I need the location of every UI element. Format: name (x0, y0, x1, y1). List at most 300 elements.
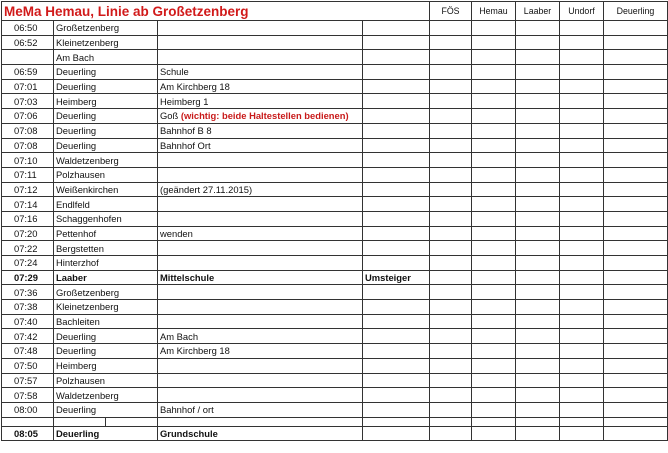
stop-cell (158, 270, 363, 285)
cell-undorf (560, 373, 604, 388)
table-row (2, 65, 668, 80)
extra-cell (363, 65, 430, 80)
time-cell: 07:58 (2, 388, 54, 403)
table-row (2, 197, 668, 212)
cell-deuerling (604, 344, 668, 359)
place-cell: Deuerling (54, 344, 158, 359)
cell-undorf (560, 358, 604, 373)
extra-cell (363, 79, 430, 94)
cell-hemau (472, 123, 516, 138)
stop-cell (158, 426, 363, 441)
time-cell: 07:29 (2, 270, 54, 285)
time-cell: 07:20 (2, 226, 54, 241)
cell-deuerling (604, 256, 668, 271)
table-row (2, 79, 668, 94)
time-cell: 07:11 (2, 167, 54, 182)
cell-foes (430, 79, 472, 94)
stop-label: Schule (160, 66, 189, 78)
timetable (1, 1, 668, 441)
table-row (2, 358, 668, 373)
stop-cell (158, 109, 363, 124)
extra-cell (363, 35, 430, 50)
cell-foes (430, 21, 472, 36)
extra-cell (363, 314, 430, 329)
cell-hemau (472, 21, 516, 36)
stop-label: Bahnhof / ort (160, 404, 214, 416)
time-cell: 07:14 (2, 197, 54, 212)
table-row (2, 50, 668, 65)
place-cell: Deuerling (54, 426, 158, 441)
extra-cell (363, 153, 430, 168)
cell-hemau (472, 94, 516, 109)
place-cell: Weißenkirchen (54, 182, 158, 197)
cell-hemau (472, 373, 516, 388)
place-cell: Deuerling (54, 329, 158, 344)
table-row (2, 182, 668, 197)
place-cell: Laaber (54, 270, 158, 285)
cell-deuerling (604, 388, 668, 403)
time-cell: 07:06 (2, 109, 54, 124)
cell-hemau (472, 197, 516, 212)
empty-cell (363, 417, 430, 426)
cell-hemau (472, 153, 516, 168)
cell-hemau (472, 138, 516, 153)
cell-deuerling (604, 314, 668, 329)
stop-label: Am Bach (160, 330, 199, 342)
stop-cell (158, 79, 363, 94)
cell-undorf (560, 241, 604, 256)
column-header-laaber: Laaber (516, 2, 560, 21)
stop-cell (158, 182, 363, 197)
time-cell: 07:12 (2, 182, 54, 197)
cell-foes (430, 241, 472, 256)
cell-foes (430, 167, 472, 182)
cell-hemau (472, 426, 516, 441)
cell-hemau (472, 358, 516, 373)
time-cell: 07:40 (2, 314, 54, 329)
extra-cell (363, 21, 430, 36)
cell-undorf (560, 167, 604, 182)
cell-laaber (516, 50, 560, 65)
stop-label: (geändert 27.11.2015) (160, 183, 253, 195)
empty-cell (54, 417, 106, 426)
cell-foes (430, 138, 472, 153)
cell-undorf (560, 426, 604, 441)
time-cell: 07:48 (2, 344, 54, 359)
cell-foes (430, 344, 472, 359)
table-row (2, 300, 668, 315)
sheet-title: MeMa Hemau, Linie ab Großetzenberg (2, 2, 430, 21)
cell-foes (430, 35, 472, 50)
cell-laaber (516, 402, 560, 417)
table-row (2, 211, 668, 226)
time-cell: 07:01 (2, 79, 54, 94)
cell-hemau (472, 182, 516, 197)
cell-deuerling (604, 138, 668, 153)
cell-laaber (516, 270, 560, 285)
cell-hemau (472, 211, 516, 226)
cell-foes (430, 358, 472, 373)
stop-label: Grundschule (160, 427, 218, 439)
cell-hemau (472, 285, 516, 300)
table-row (2, 94, 668, 109)
cell-foes (430, 285, 472, 300)
cell-laaber (516, 123, 560, 138)
extra-cell (363, 300, 430, 315)
stop-label: Goß (160, 110, 179, 122)
time-cell: 06:59 (2, 65, 54, 80)
stop-label: Am Kirchberg 18 (160, 81, 230, 93)
cell-laaber (516, 153, 560, 168)
cell-deuerling (604, 358, 668, 373)
cell-deuerling (604, 94, 668, 109)
table-row (2, 426, 668, 441)
cell-deuerling (604, 226, 668, 241)
table-row (2, 123, 668, 138)
time-cell: 08:05 (2, 426, 54, 441)
cell-undorf (560, 138, 604, 153)
extra-cell: Umsteiger (363, 270, 430, 285)
time-cell (2, 50, 54, 65)
stop-cell (158, 226, 363, 241)
cell-hemau (472, 314, 516, 329)
place-cell: Am Bach (54, 50, 158, 65)
stop-cell (158, 256, 363, 271)
cell-foes (430, 270, 472, 285)
cell-hemau (472, 167, 516, 182)
stop-label: wenden (160, 227, 193, 239)
cell-deuerling (604, 35, 668, 50)
extra-cell (363, 426, 430, 441)
header-row (2, 2, 668, 21)
cell-laaber (516, 388, 560, 403)
cell-laaber (516, 373, 560, 388)
cell-deuerling (604, 285, 668, 300)
cell-foes (430, 211, 472, 226)
cell-laaber (516, 426, 560, 441)
cell-undorf (560, 197, 604, 212)
extra-cell (363, 329, 430, 344)
cell-hemau (472, 109, 516, 124)
cell-hemau (472, 388, 516, 403)
cell-foes (430, 300, 472, 315)
stop-label: Bahnhof B 8 (160, 125, 212, 137)
cell-deuerling (604, 300, 668, 315)
cell-deuerling (604, 329, 668, 344)
empty-cell (604, 417, 668, 426)
cell-hemau (472, 79, 516, 94)
extra-cell (363, 388, 430, 403)
cell-hemau (472, 270, 516, 285)
cell-hemau (472, 402, 516, 417)
place-cell: Waldetzenberg (54, 153, 158, 168)
stop-cell (158, 373, 363, 388)
table-row (2, 226, 668, 241)
stop-cell (158, 197, 363, 212)
extra-cell (363, 182, 430, 197)
place-cell: Deuerling (54, 138, 158, 153)
extra-cell (363, 344, 430, 359)
cell-undorf (560, 65, 604, 80)
time-cell: 08:00 (2, 402, 54, 417)
cell-foes (430, 182, 472, 197)
cell-laaber (516, 226, 560, 241)
place-cell: Polzhausen (54, 373, 158, 388)
table-row (2, 153, 668, 168)
stop-cell (158, 138, 363, 153)
place-cell: Bergstetten (54, 241, 158, 256)
extra-cell (363, 373, 430, 388)
cell-hemau (472, 241, 516, 256)
cell-laaber (516, 35, 560, 50)
stop-cell (158, 50, 363, 65)
cell-deuerling (604, 65, 668, 80)
extra-cell (363, 123, 430, 138)
cell-laaber (516, 167, 560, 182)
time-cell: 07:08 (2, 138, 54, 153)
cell-laaber (516, 138, 560, 153)
cell-deuerling (604, 426, 668, 441)
table-row (2, 417, 668, 426)
table-row (2, 241, 668, 256)
table-row (2, 167, 668, 182)
table-row (2, 109, 668, 124)
cell-laaber (516, 300, 560, 315)
place-cell: Schaggenhofen (54, 211, 158, 226)
extra-cell (363, 226, 430, 241)
cell-hemau (472, 344, 516, 359)
cell-foes (430, 153, 472, 168)
cell-laaber (516, 344, 560, 359)
table-row (2, 373, 668, 388)
cell-hemau (472, 226, 516, 241)
stop-cell (158, 285, 363, 300)
table-row (2, 329, 668, 344)
stop-label: Mittelschule (160, 272, 215, 284)
table-row (2, 270, 668, 285)
column-header-undorf: Undorf (560, 2, 604, 21)
place-cell: Deuerling (54, 109, 158, 124)
stop-cell (158, 21, 363, 36)
cell-foes (430, 329, 472, 344)
stop-cell (158, 388, 363, 403)
cell-undorf (560, 153, 604, 168)
cell-undorf (560, 402, 604, 417)
cell-laaber (516, 285, 560, 300)
cell-undorf (560, 50, 604, 65)
place-cell: Endlfeld (54, 197, 158, 212)
stop-cell (158, 94, 363, 109)
timetable-body (2, 21, 668, 441)
stop-cell (158, 300, 363, 315)
time-cell: 07:16 (2, 211, 54, 226)
cell-undorf (560, 329, 604, 344)
cell-undorf (560, 344, 604, 359)
empty-cell (516, 417, 560, 426)
empty-cell (560, 417, 604, 426)
cell-deuerling (604, 153, 668, 168)
column-header-deuerling: Deuerling (604, 2, 668, 21)
table-row (2, 138, 668, 153)
cell-foes (430, 123, 472, 138)
stop-label: Bahnhof Ort (160, 139, 211, 151)
cell-laaber (516, 329, 560, 344)
cell-foes (430, 65, 472, 80)
cell-undorf (560, 21, 604, 36)
time-cell: 07:38 (2, 300, 54, 315)
cell-undorf (560, 388, 604, 403)
stop-cell (158, 123, 363, 138)
cell-undorf (560, 109, 604, 124)
place-cell: Bachleiten (54, 314, 158, 329)
stop-cell (158, 344, 363, 359)
cell-deuerling (604, 211, 668, 226)
extra-cell (363, 167, 430, 182)
cell-laaber (516, 21, 560, 36)
place-cell: Polzhausen (54, 167, 158, 182)
cell-deuerling (604, 109, 668, 124)
place-cell: Waldetzenberg (54, 388, 158, 403)
extra-cell (363, 211, 430, 226)
empty-cell (2, 417, 54, 426)
place-cell: Pettenhof (54, 226, 158, 241)
cell-deuerling (604, 402, 668, 417)
stop-cell (158, 402, 363, 417)
cell-foes (430, 226, 472, 241)
time-cell: 07:08 (2, 123, 54, 138)
cell-laaber (516, 94, 560, 109)
cell-laaber (516, 197, 560, 212)
stop-cell (158, 211, 363, 226)
cell-undorf (560, 123, 604, 138)
cell-laaber (516, 211, 560, 226)
cell-foes (430, 388, 472, 403)
cell-deuerling (604, 270, 668, 285)
cell-undorf (560, 285, 604, 300)
cell-deuerling (604, 50, 668, 65)
place-cell: Hinterzhof (54, 256, 158, 271)
cell-undorf (560, 211, 604, 226)
extra-cell (363, 358, 430, 373)
time-cell: 07:42 (2, 329, 54, 344)
cell-deuerling (604, 241, 668, 256)
cell-laaber (516, 314, 560, 329)
cell-deuerling (604, 197, 668, 212)
stop-label: Heimberg 1 (160, 95, 209, 107)
time-cell: 07:24 (2, 256, 54, 271)
time-cell: 07:57 (2, 373, 54, 388)
cell-foes (430, 373, 472, 388)
extra-cell (363, 402, 430, 417)
stop-cell (158, 35, 363, 50)
extra-cell (363, 50, 430, 65)
extra-cell (363, 197, 430, 212)
cell-hemau (472, 50, 516, 65)
empty-cell (472, 417, 516, 426)
place-cell: Deuerling (54, 402, 158, 417)
extra-cell (363, 285, 430, 300)
place-cell: Deuerling (54, 65, 158, 80)
cell-laaber (516, 256, 560, 271)
empty-cell (158, 417, 363, 426)
cell-foes (430, 402, 472, 417)
time-cell: 06:50 (2, 21, 54, 36)
stop-label: Am Kirchberg 18 (160, 345, 230, 357)
place-cell: Kleinetzenberg (54, 35, 158, 50)
time-cell: 07:36 (2, 285, 54, 300)
cell-undorf (560, 270, 604, 285)
cell-undorf (560, 35, 604, 50)
column-header-hemau: Hemau (472, 2, 516, 21)
table-row (2, 35, 668, 50)
extra-cell (363, 256, 430, 271)
stop-cell (158, 241, 363, 256)
cell-undorf (560, 226, 604, 241)
cell-foes (430, 50, 472, 65)
cell-foes (430, 256, 472, 271)
time-cell: 07:03 (2, 94, 54, 109)
stop-cell (158, 329, 363, 344)
cell-deuerling (604, 21, 668, 36)
empty-cell (430, 417, 472, 426)
stop-cell (158, 167, 363, 182)
table-row (2, 402, 668, 417)
place-cell: Deuerling (54, 79, 158, 94)
cell-deuerling (604, 79, 668, 94)
place-cell: Großetzenberg (54, 285, 158, 300)
table-row (2, 388, 668, 403)
cell-undorf (560, 94, 604, 109)
time-cell: 06:52 (2, 35, 54, 50)
cell-foes (430, 94, 472, 109)
time-cell: 07:22 (2, 241, 54, 256)
table-row (2, 285, 668, 300)
cell-undorf (560, 256, 604, 271)
stop-cell (158, 153, 363, 168)
cell-undorf (560, 79, 604, 94)
cell-deuerling (604, 167, 668, 182)
place-cell: Deuerling (54, 123, 158, 138)
cell-foes (430, 426, 472, 441)
cell-hemau (472, 256, 516, 271)
extra-cell (363, 109, 430, 124)
stop-cell (158, 65, 363, 80)
stop-note: (wichtig: beide Haltestellen bedienen) (180, 110, 349, 122)
table-row (2, 21, 668, 36)
cell-undorf (560, 182, 604, 197)
stop-cell (158, 314, 363, 329)
cell-laaber (516, 79, 560, 94)
table-row (2, 314, 668, 329)
extra-cell (363, 94, 430, 109)
cell-laaber (516, 109, 560, 124)
cell-deuerling (604, 123, 668, 138)
cell-hemau (472, 65, 516, 80)
cell-foes (430, 197, 472, 212)
cell-deuerling (604, 182, 668, 197)
extra-cell (363, 241, 430, 256)
place-cell: Großetzenberg (54, 21, 158, 36)
place-cell: Kleinetzenberg (54, 300, 158, 315)
table-row (2, 256, 668, 271)
cell-deuerling (604, 373, 668, 388)
cell-laaber (516, 358, 560, 373)
cell-laaber (516, 241, 560, 256)
stop-cell (158, 358, 363, 373)
place-cell: Heimberg (54, 358, 158, 373)
cell-hemau (472, 35, 516, 50)
cell-hemau (472, 300, 516, 315)
